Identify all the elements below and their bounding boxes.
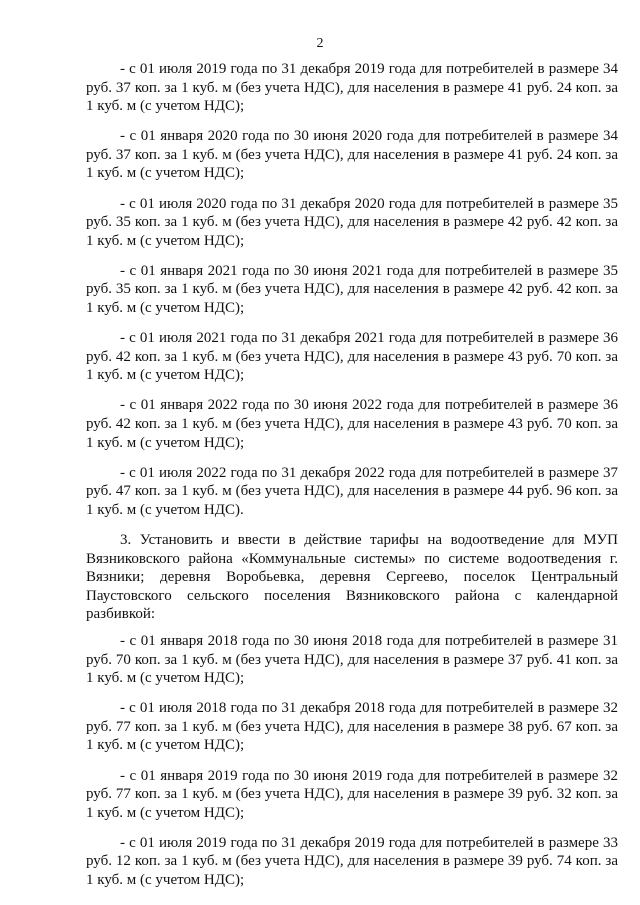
tariff-item: - с 01 января 2020 года по 30 июня 2020 года для потребителей в размере 34 руб. 37 коп. за 1 куб. м (без учета НДС), для населения в размере 41 руб. 24 коп. за 1 куб. м (с учетом НДС); (86, 128, 618, 182)
tariff-item: - с 01 июля 2019 года по 31 декабря 2019 года для потребителей в размере 34 руб. 37 коп. за 1 куб. м (без учета НДС), для населения в размере 41 руб. 24 коп. за 1 куб. м (с учетом НДС); (86, 61, 618, 115)
tariff-item: - с 01 января 2019 года по 30 июня 2019 года для потребителей в размере 32 руб. 77 коп. за 1 куб. м (без учета НДС), для населения в размере 39 руб. 32 коп. за 1 куб. м (с учетом НДС); (86, 767, 618, 821)
tariff-item: - с 01 июля 2022 года по 31 декабря 2022 года для потребителей в размере 37 руб. 47 коп. за 1 куб. м (без учета НДС), для населения в размере 44 руб. 96 коп. за 1 куб. м (с учетом НДС). (86, 464, 618, 518)
tariff-item: - с 01 июля 2018 года по 31 декабря 2018 года для потребителей в размере 32 руб. 77 коп. за 1 куб. м (без учета НДС), для населения в размере 38 руб. 67 коп. за 1 куб. м (с учетом НДС); (86, 700, 618, 754)
section-3-paragraph: 3. Установить и ввести в действие тарифы на водоотведение для МУП Вязниковского района «Коммунальные системы» по системе водоотведения г. Вязники; деревня Воробьевка, деревня Сергеево, поселок Центральный Паустовского сельского поселения Вязниковского района с календарной разбивкой: (86, 531, 618, 623)
document-body (86, 60, 618, 901)
tariff-item: - с 01 июля 2020 года по 31 декабря 2020 года для потребителей в размере 35 руб. 35 коп. за 1 куб. м (без учета НДС), для населения в размере 42 руб. 42 коп. за 1 куб. м (с учетом НДС); (86, 195, 618, 249)
tariff-item: - с 01 июля 2019 года по 31 декабря 2019 года для потребителей в размере 33 руб. 12 коп. за 1 куб. м (без учета НДС), для населения в размере 39 руб. 74 коп. за 1 куб. м (с учетом НДС); (86, 834, 618, 888)
tariff-item: - с 01 января 2022 года по 30 июня 2022 года для потребителей в размере 36 руб. 42 коп. за 1 куб. м (без учета НДС), для населения в размере 43 руб. 70 коп. за 1 куб. м (с учетом НДС); (86, 397, 618, 451)
tariff-item: - с 01 июля 2021 года по 31 декабря 2021 года для потребителей в размере 36 руб. 42 коп. за 1 куб. м (без учета НДС), для населения в размере 43 руб. 70 коп. за 1 куб. м (с учетом НДС); (86, 330, 618, 384)
tariff-item: - с 01 января 2021 года по 30 июня 2021 года для потребителей в размере 35 руб. 35 коп. за 1 куб. м (без учета НДС), для населения в размере 42 руб. 42 коп. за 1 куб. м (с учетом НДС); (86, 262, 618, 317)
tariff-item: - с 01 января 2018 года по 30 июня 2018 года для потребителей в размере 31 руб. 70 коп. за 1 куб. м (без учета НДС), для населения в размере 37 руб. 41 коп. за 1 куб. м (с учетом НДС); (86, 632, 618, 687)
page-number: 2 (316, 36, 324, 51)
